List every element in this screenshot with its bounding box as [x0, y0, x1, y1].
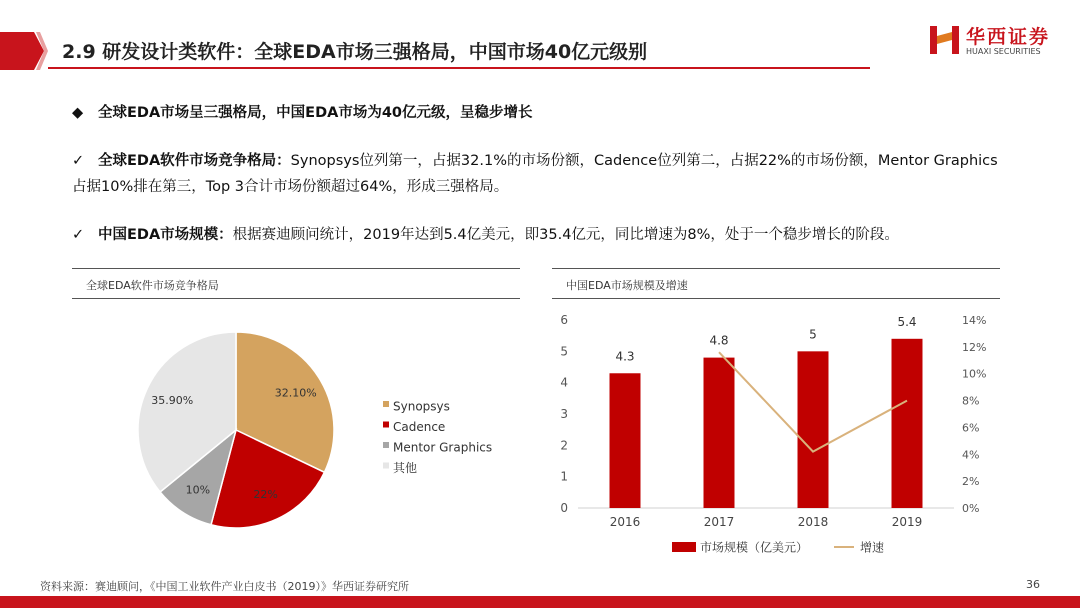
y2-axis-tick-label: 0% [962, 502, 980, 515]
y2-axis-tick-label: 2% [962, 475, 980, 489]
page-number: 36 [1026, 578, 1040, 591]
x-axis-tick-label: 2017 [703, 515, 735, 529]
bar-chart-title: 中国EDA市场规模及增速 [566, 279, 688, 292]
pie-chart-title: 全球EDA软件市场竞争格局 [86, 279, 219, 292]
bar-2017 [704, 358, 735, 508]
y-axis-tick-label: 0 [560, 501, 568, 515]
bottom-bar [0, 596, 1080, 608]
title-accent-bar [0, 32, 48, 70]
chart-rule-bottom [552, 298, 1000, 299]
chart-rule-top [552, 268, 1000, 269]
y2-axis-tick-label: 12% [962, 340, 987, 354]
paragraph-text: Synopsys位列第一，占据32.1%的市场份额，Cadence位列第二，占据22%的市场份额，Mentor Graphics占据10%排在第三，Top 3合计市场份额超过64%，形成三强格局。 [72, 153, 998, 195]
y2-axis-tick-label: 8% [962, 394, 980, 408]
legend-label: Synopsys [393, 399, 450, 414]
legend-label: Cadence [393, 420, 446, 434]
source-note: 资料来源：赛迪顾问，《中国工业软件产业白皮书（2019）》华西证券研究所 [40, 580, 409, 593]
huaxi-logo-icon [928, 22, 962, 58]
pie-data-label: 10% [185, 483, 211, 497]
legend-label: Mentor Graphics [393, 440, 493, 455]
y-axis-tick-label: 2 [560, 438, 568, 453]
pie-chart [72, 300, 520, 570]
pie-data-label: 32.10% [274, 386, 317, 400]
headline [72, 100, 533, 126]
chart-rule-bottom [72, 298, 520, 299]
paragraph-label: 中国EDA市场规模： [98, 227, 233, 243]
chart-rule-top [72, 268, 520, 269]
diamond-bullet-icon: ◆ [72, 105, 84, 121]
bar-data-label: 4.3 [615, 349, 635, 364]
logo-text-cn: 华西证券 [966, 26, 1051, 48]
legend-label: 增速 [860, 540, 885, 555]
title-underline [48, 67, 870, 69]
y-axis-tick-label: 1 [560, 469, 568, 484]
x-axis-tick-label: 2016 [609, 515, 641, 529]
bar-data-label: 4.8 [709, 333, 729, 348]
bar-line-chart [552, 300, 1012, 570]
paragraph-global-competition [72, 148, 1007, 200]
y-axis-tick-label: 5 [560, 344, 568, 359]
check-bullet-icon: ✓ [72, 227, 85, 243]
y-axis-tick-label: 4 [560, 375, 568, 390]
legend-label: 其他 [393, 461, 418, 475]
bar-2019 [892, 339, 923, 508]
bar-2018 [798, 351, 829, 508]
bar-data-label: 5.4 [897, 314, 917, 329]
paragraph-text: 根据赛迪顾问统计，2019年达到5.4亿美元，即35.4亿元，同比增速为8%，处于一个稳步增长的阶段。 [232, 227, 899, 243]
y2-axis-tick-label: 6% [962, 421, 980, 435]
x-axis-tick-label: 2018 [797, 515, 829, 529]
pie-data-label: 35.90% [151, 393, 194, 407]
x-axis-tick-label: 2019 [891, 515, 923, 529]
headline-text: 全球EDA市场呈三强格局，中国EDA市场为40亿元级，呈稳步增长 [98, 105, 533, 121]
check-bullet-icon: ✓ [72, 153, 85, 169]
bar-2016 [610, 373, 641, 508]
legend-swatch [383, 401, 389, 407]
page-title: 2.9 研发设计类软件：全球EDA市场三强格局，中国市场40亿元级别 [62, 41, 648, 63]
paragraph-label: 全球EDA软件市场竞争格局： [98, 153, 291, 169]
legend-swatch [383, 422, 389, 428]
y2-axis-tick-label: 14% [962, 314, 987, 327]
legend-swatch [383, 463, 389, 469]
logo-text-en: HUAXI SECURITIES [966, 47, 1041, 56]
legend-swatch [383, 442, 389, 448]
pie-data-label: 22% [253, 488, 278, 502]
y2-axis-tick-label: 4% [962, 448, 980, 462]
bar-data-label: 5 [809, 327, 817, 342]
y-axis-tick-label: 6 [560, 313, 568, 327]
legend-label: 市场规模（亿美元） [700, 540, 809, 555]
y-axis-tick-label: 3 [560, 407, 568, 421]
y2-axis-tick-label: 10% [962, 367, 987, 381]
paragraph-china-market [72, 222, 899, 248]
legend-swatch-bar [672, 542, 696, 552]
